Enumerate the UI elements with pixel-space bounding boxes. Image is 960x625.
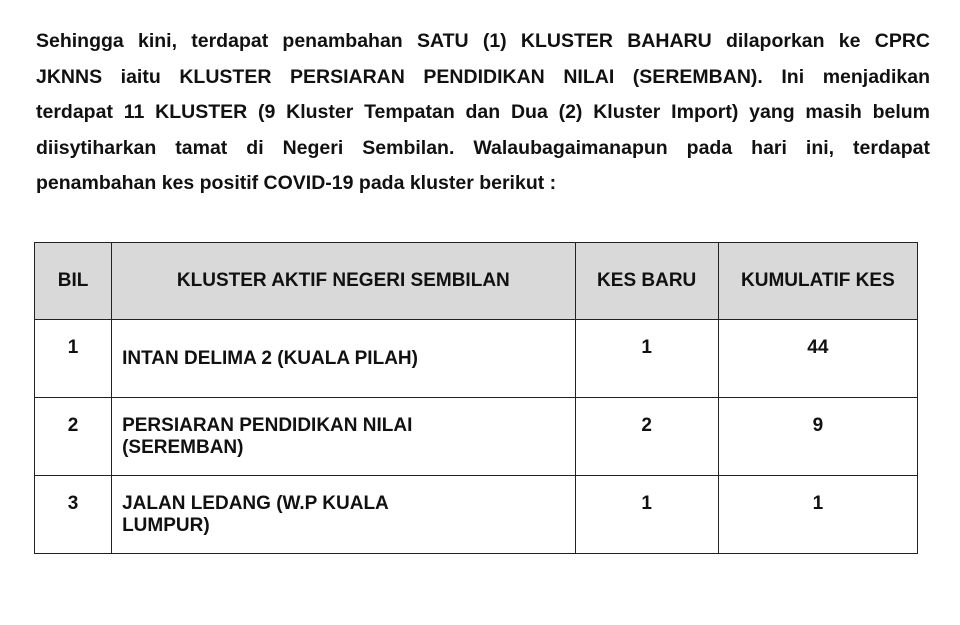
cell-bil: 3: [35, 476, 112, 554]
table-row: [35, 320, 918, 398]
intro-paragraph: [36, 24, 930, 202]
header-new-cases: KES BARU: [575, 243, 718, 320]
intro-line: Sehingga kini, terdapat penambahan SATU (1) KLUSTER BAHARU dilaporkan ke CPRC: [36, 30, 930, 52]
cell-new-cases: 1: [575, 320, 718, 398]
intro-line: diisytiharkan tamat di Negeri Sembilan. Walaubagaimanapun pada hari ini, terdapat: [36, 136, 930, 159]
table-row: [35, 476, 918, 554]
header-row: [35, 243, 918, 320]
header-cluster: KLUSTER AKTIF NEGERI SEMBILAN: [112, 243, 576, 320]
cell-cumulative: 9: [718, 398, 917, 476]
intro-line: JKNNS iaitu KLUSTER PERSIARAN PENDIDIKAN NILAI (SEREMBAN). Ini menjadikan: [36, 65, 930, 88]
table-body: [35, 320, 918, 554]
cluster-name: INTAN DELIMA 2 (KUALA PILAH): [122, 347, 418, 369]
cell-new-cases: 2: [575, 398, 718, 476]
cell-new-cases: 1: [575, 476, 718, 554]
cell-cluster: [112, 476, 576, 554]
cell-cumulative: 44: [718, 320, 917, 398]
cell-cluster: [112, 398, 576, 476]
cell-bil: 2: [35, 398, 112, 476]
cell-cluster: [112, 320, 576, 398]
intro-line: penambahan kes positif COVID-19 pada kluster berikut :: [36, 172, 557, 194]
table-row: [35, 398, 918, 476]
intro-line: terdapat 11 KLUSTER (9 Kluster Tempatan dan Dua (2) Kluster Import) yang masih belum: [36, 101, 930, 123]
header-cumulative: KUMULATIF KES: [718, 243, 917, 320]
cell-bil: 1: [35, 320, 112, 398]
table-header: [35, 243, 918, 320]
header-bil: BIL: [35, 243, 112, 320]
cluster-table: [34, 242, 918, 554]
cluster-name: JALAN LEDANG (W.P KUALA LUMPUR): [122, 492, 389, 536]
cell-cumulative: 1: [718, 476, 917, 554]
cluster-name: PERSIARAN PENDIDIKAN NILAI (SEREMBAN): [122, 414, 413, 458]
